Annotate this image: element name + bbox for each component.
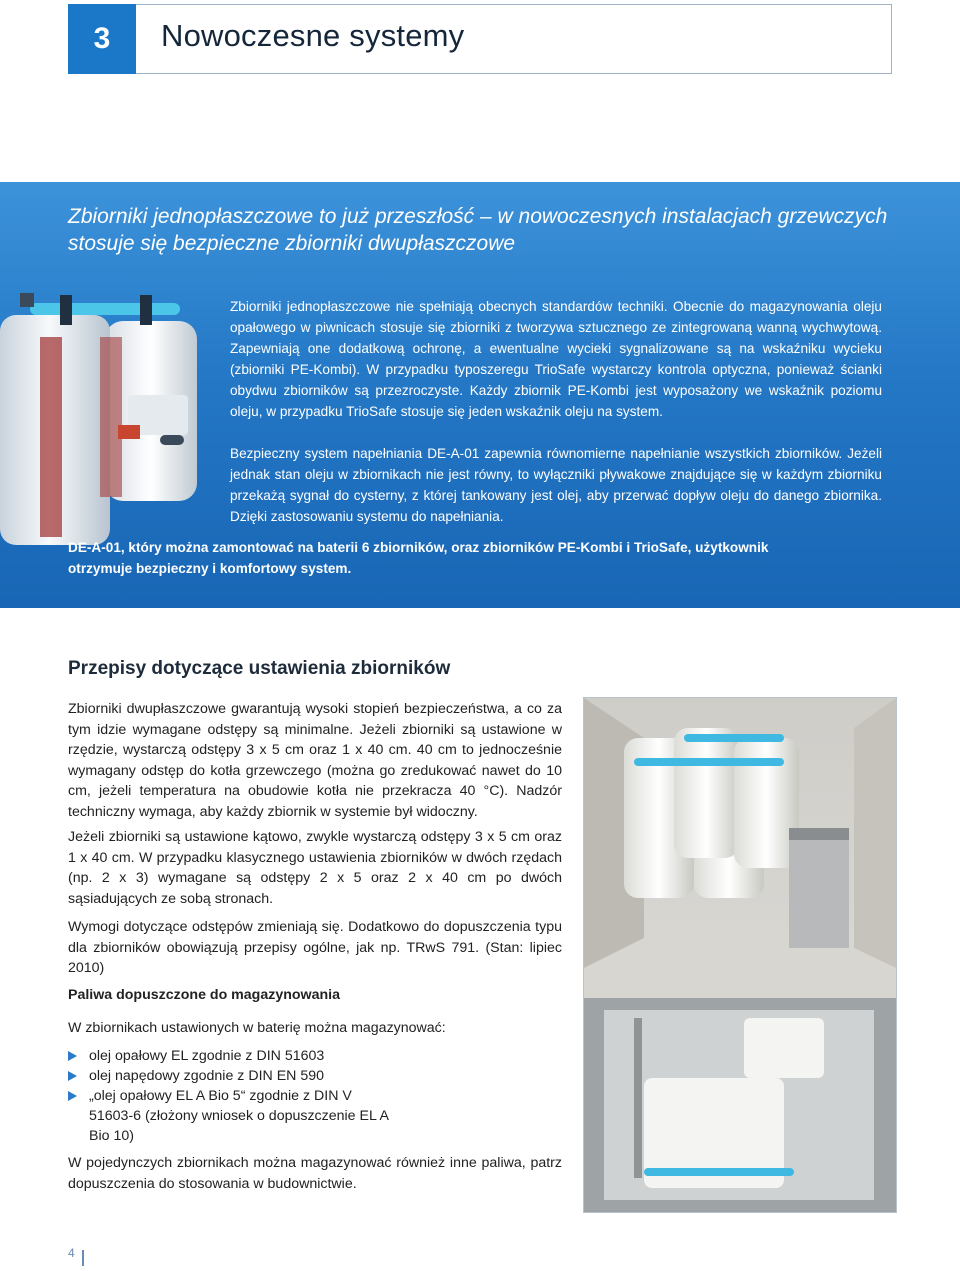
page-title: Nowoczesne systemy	[161, 18, 465, 53]
section-number: 3	[68, 4, 136, 74]
list-item: „olej opałowy EL A Bio 5“ zgodnie z DIN V 51603-6 (złożony wniosek o dopuszczenie EL A Bio 10)	[68, 1086, 389, 1146]
section-paragraph-2: Jeżeli zbiorniki są ustawione kątowo, zwykle wystarczą odstępy 3 x 5 cm oraz 1 x 40 cm. W przypadku klasycznego ustawienia zbiorników w dwóch rzędach (np. 2 x 3) wymagane są odstępy 2 x 5 oraz 2 x 40 cm po dwóch sąsiadujących ze sobą stronach.	[68, 829, 562, 907]
page-number-divider	[82, 1250, 84, 1266]
arrow-bullet-icon	[68, 1051, 77, 1061]
list-item: olej napędowy zgodnie z DIN EN 590	[68, 1066, 468, 1086]
section-paragraph-3: Wymogi dotyczące odstępów zmieniają się. Dodatkowo do dopuszczenia typu dla zbiorników obowiązują przepisy ogólne, jak np. TRwS 791. (Stan: lipiec 2010)	[68, 919, 562, 976]
tanks-illustration	[0, 285, 222, 545]
list-item: olej opałowy EL zgodnie z DIN 51603	[68, 1046, 468, 1066]
banner-title: Zbiorniki jednopłaszczowe to już przeszłość – w nowoczesnych instalacjach grzewczych stosuje się bezpieczne zbiorniki dwupłaszczowe	[68, 205, 888, 255]
section-title: Przepisy dotyczące ustawienia zbiorników	[68, 658, 451, 679]
page-number: 4	[68, 1246, 75, 1260]
section-paragraph-1: Zbiorniki dwupłaszczowe gwarantują wysoki stopień bezpieczeństwa, a co za tym idzie wymagane odstępy są minimalne. Jeżeli zbiorniki są ustawione w rzędzie, wystarczą odstępy 3 x 5 cm oraz 1 x 40 cm. 40 cm to jednocześnie wymagany odstęp do kotła grzewczego (można go zredukować nawet do 10 cm, jeżeli temperatura na obudowie kotła nie przekracza 40 °C). Nadzór techniczny wymaga, aby każdy zbiornik w systemie był widoczny.	[68, 701, 562, 820]
banner-paragraph-1: Zbiorniki jednopłaszczowe nie spełniają obecnych standardów techniki. Obecnie do magazynowania oleju opałowego w piwnicach stosuje się zbiorniki z tworzywa sztucznego ze zintegrowaną wanną wychwytową. Zapewniają one dodatkową ochronę, a ewentualne wycieki sygnalizowane są na wskaźniku wycieku (zbiorniki PE-Kombi). W przypadku typoszeregu TrioSafe wystarczy kontrola optyczna, ponieważ ścianki obydwu zbiorników są przezroczyste. Każdy zbiornik PE-Kombi jest wyposażony we wskaźnik poziomu oleju, w przypadku TrioSafe stosuje się jeden wskaźnik oleju na system.	[230, 299, 882, 419]
fuels-intro: W zbiornikach ustawionych w baterię można magazynować:	[68, 1020, 446, 1036]
fuels-list	[68, 1046, 468, 1146]
basement-tanks-photo	[583, 697, 897, 1213]
arrow-bullet-icon	[68, 1091, 77, 1101]
banner-paragraph-2: Bezpieczny system napełniania DE-A-01 zapewnia równomierne napełnianie wszystkich zbiorników. Jeżeli jednak stan oleju w zbiornikach nie jest równy, to wyłączniki pływakowe znajdujące się w każdym zbiorniku przekażą sygnał do cysterny, z której tankowany jest olej, aby przerwać dopływ oleju do danego zbiornika. Dzięki zastosowaniu systemu do napełniania.	[230, 446, 882, 524]
closing-paragraph: W pojedynczych zbiornikach można magazynować również inne paliwa, patrz dopuszczenia do stosowania w budownictwie.	[68, 1155, 562, 1192]
fuels-heading: Paliwa dopuszczone do magazynowania	[68, 987, 340, 1003]
banner-paragraph-3: DE-A-01, który można zamontować na baterii 6 zbiorników, oraz zbiorników PE-Kombi i TrioSafe, użytkownik otrzymuje bezpieczny i komfortowy system.	[68, 540, 769, 576]
arrow-bullet-icon	[68, 1071, 77, 1081]
